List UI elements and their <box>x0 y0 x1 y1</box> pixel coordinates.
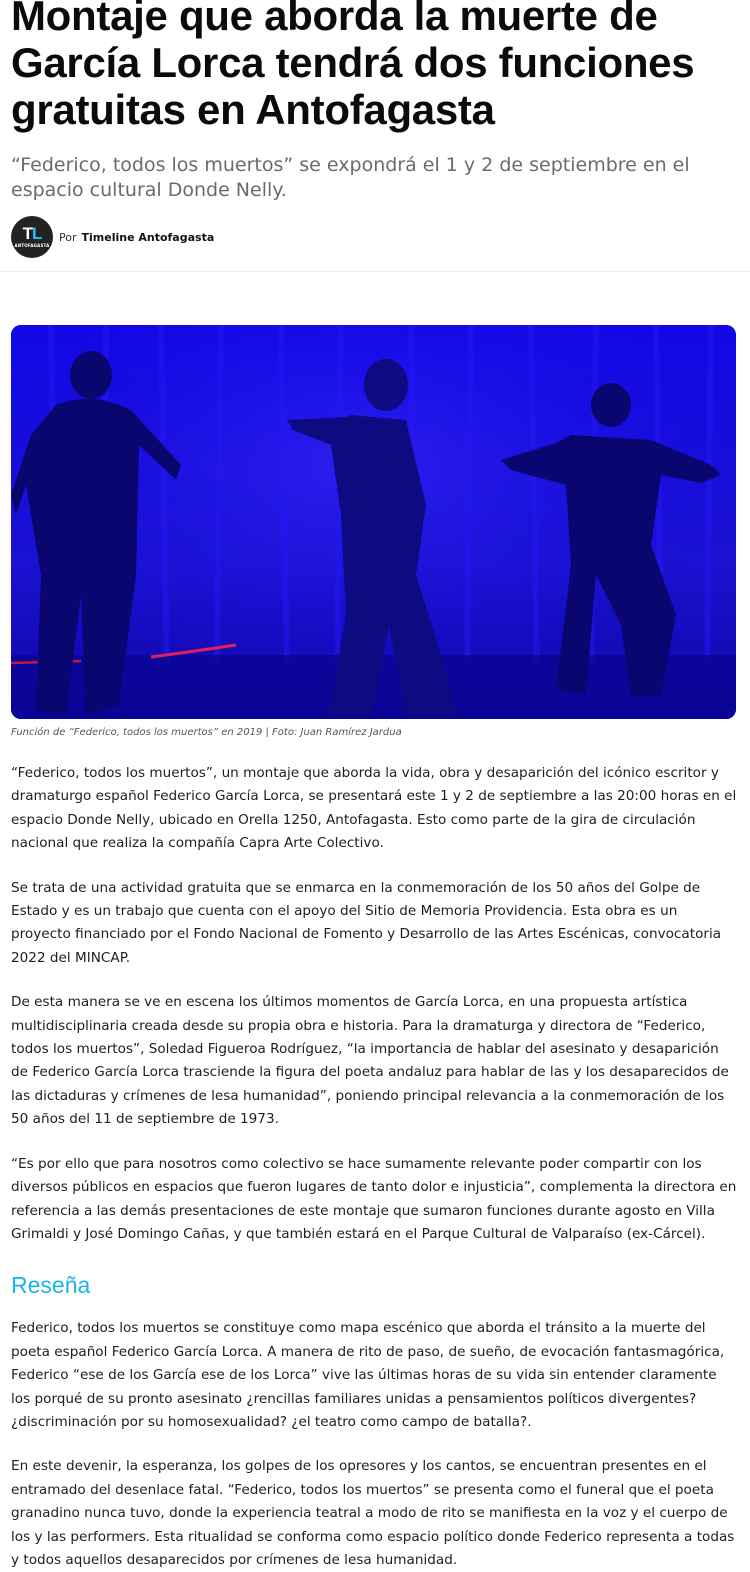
article-subtitle: “Federico, todos los muertos” se expondrá el 1 y 2 de septiembre en el espacio cultural Donde Nelly. <box>11 154 690 201</box>
avatar-letter-t: T <box>22 224 32 243</box>
avatar-letter-l: L <box>32 224 42 243</box>
author-avatar[interactable] <box>11 216 53 258</box>
paragraph: En este devenir, la esperanza, los golpes de los opresores y los cantos, se encuentran presentes en el entramado del desenlace fatal. “Federico, todos los muertos” se presenta como el funeral que el poeta granadino nunca tuvo, donde la experiencia teatral a modo de rito se manifiesta en la voz y el cuerpo de los y las performers. Esta ritualidad se conforma como espacio político donde Federico representa a todas y todos aquellos desaparecidos por crímenes de lesa humanidad. <box>11 1458 735 1568</box>
avatar-subtext: ANTOFAGASTA <box>14 243 50 248</box>
article-body <box>11 762 739 1572</box>
author-link[interactable]: Timeline Antofagasta <box>81 230 215 244</box>
header-divider <box>0 271 750 272</box>
paragraph: “Federico, todos los muertos”, un montaje que aborda la vida, obra y desaparición del icónico escritor y dramaturgo español Federico García Lorca, se presentará este 1 y 2 de septiembre a las 20:00 horas en el espacio Donde Nelly, ubicado en Orella 1250, Antofagasta. Esto como parte de la gira de circulación nacional que realiza la compañía Capra Arte Colectivo. <box>11 765 737 852</box>
hero-image <box>11 325 736 719</box>
paragraph: Se trata de una actividad gratuita que se enmarca en la conmemoración de los 50 años del Golpe de Estado y es un trabajo que cuenta con el apoyo del Sitio de Memoria Providencia. Esta obra es un proyecto financiado por el Fondo Nacional de Fomento y Desarrollo de las Artes Escénicas, convocatoria 2022 del MINCAP. <box>11 879 722 966</box>
section-heading: Reseña <box>11 1272 91 1299</box>
paragraph: “Es por ello que para nosotros como colectivo se hace sumamente relevante poder compartir con los diversos públicos en espacios que fueron lugares de tanto dolor e injusticia”, complementa la directora en referencia a las demás presentaciones de este montaje que sumaron funciones durante agosto en Villa Grimaldi y José Domingo Cañas, y que también estará en el Parque Cultural de Valparaíso (ex-Cárcel). <box>11 1155 737 1242</box>
byline-prefix: Por <box>59 230 77 244</box>
stage-photo <box>11 325 736 719</box>
paragraph: De esta manera se ve en escena los últimos momentos de García Lorca, en una propuesta artística multidisciplinaria creada desde su propia obra e historia. Para la dramaturga y directora de “Federico, todos los muertos”, Soledad Figueroa Rodríguez, “la importancia de hablar del asesinato y desaparición de Federico García Lorca trasciende la figura del poeta andaluz para hablar de las y los desaparecidos de las dictaduras y crímenes de lesa humanidad”, poniendo principal relevancia a la conmemoración de los 50 años del 11 de septiembre de 1973. <box>11 994 729 1128</box>
paragraph: Federico, todos los muertos se constituye como mapa escénico que aborda el tránsito a la muerte del poeta español Federico García Lorca. A manera de rito de paso, de sueño, de evocación fantasmagórica, Federico “ese de los García ese de los Lorca” vive las últimas horas de su vida sin entender claramente los porqué de su pronto asesinato ¿rencillas familiares unidas a pensamientos políticos divergentes? ¿discriminación por su homosexualidad? ¿el teatro como campo de batalla?. <box>11 1320 725 1430</box>
image-caption: Función de “Federico, todos los muertos” en 2019 | Foto: Juan Ramírez Jardua <box>11 727 402 738</box>
byline <box>11 215 739 259</box>
article-title: Montaje que aborda la muerte de García Lorca tendrá dos funciones gratuitas en Antofagasta <box>11 0 695 133</box>
